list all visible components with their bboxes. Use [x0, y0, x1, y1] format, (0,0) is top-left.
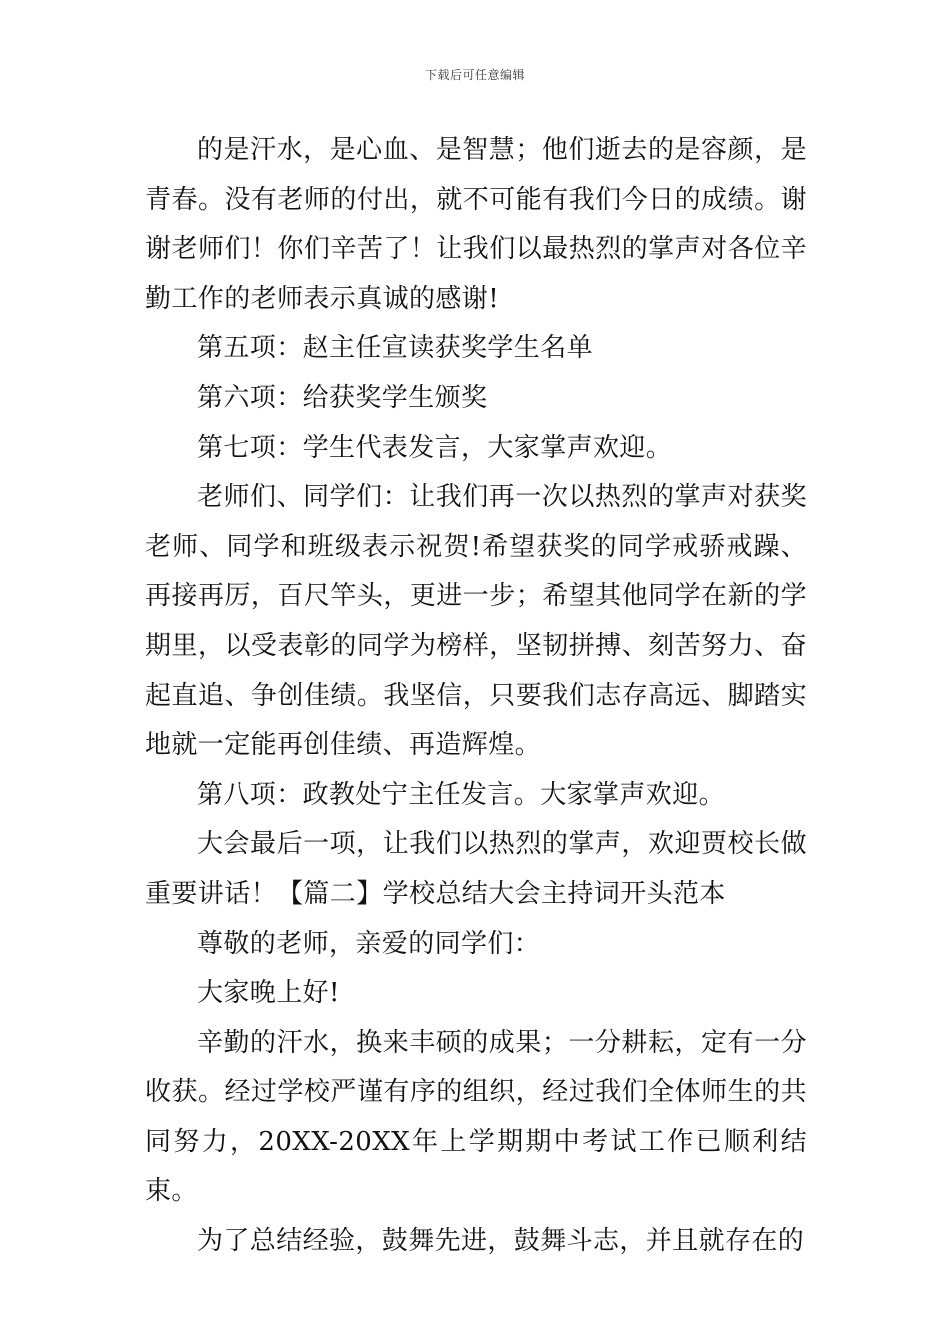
paragraph: 第六项：给获奖学生颁奖: [197, 382, 488, 413]
document-body: [145, 126, 807, 1267]
paragraph: 第七项：学生代表发言，大家掌声欢迎。: [197, 432, 673, 463]
paragraph: 老师们、同学们：让我们再一次以热烈的掌声对获奖老师、同学和班级表示祝贺!希望获奖的同学戒骄戒躁、再接再厉，百尺竿头，更进一步；希望其他同学在新的学期里，以受表彰的同学为榜样，坚韧拼搏、刻苦努力、奋起直追、争创佳绩。我坚信，只要我们志存高远、脚踏实地就一定能再创佳绩、再造辉煌。: [145, 482, 807, 761]
paragraph: 辛勤的汗水，换来丰硕的成果；一分耕耘，定有一分收获。经过学校严谨有序的组织，经过我们全体师生的共同努力，20XX-20XX年上学期期中考试工作已顺利结束。: [145, 1027, 807, 1207]
paragraph: 为了总结经验，鼓舞先进，鼓舞斗志，并且就存在的: [197, 1226, 805, 1257]
paragraph: 大会最后一项，让我们以热烈的掌声，欢迎贾校长做重要讲话！【篇二】学校总结大会主持词开头范本: [145, 829, 807, 909]
paragraph: 大家晚上好!: [197, 978, 340, 1009]
paragraph: 第八项：政教处宁主任发言。大家掌声欢迎。: [197, 779, 726, 810]
paragraph: 第五项：赵主任宣读获奖学生名单: [197, 333, 594, 364]
paragraph: 的是汗水，是心血、是智慧；他们逝去的是容颜，是青春。没有老师的付出，就不可能有我们今日的成绩。谢谢老师们！你们辛苦了！让我们以最热烈的掌声对各位辛勤工作的老师表示真诚的感谢!: [145, 135, 807, 314]
paragraph: 尊敬的老师，亲爱的同学们：: [197, 928, 541, 959]
page-header: 下载后可任意编辑: [424, 68, 525, 82]
